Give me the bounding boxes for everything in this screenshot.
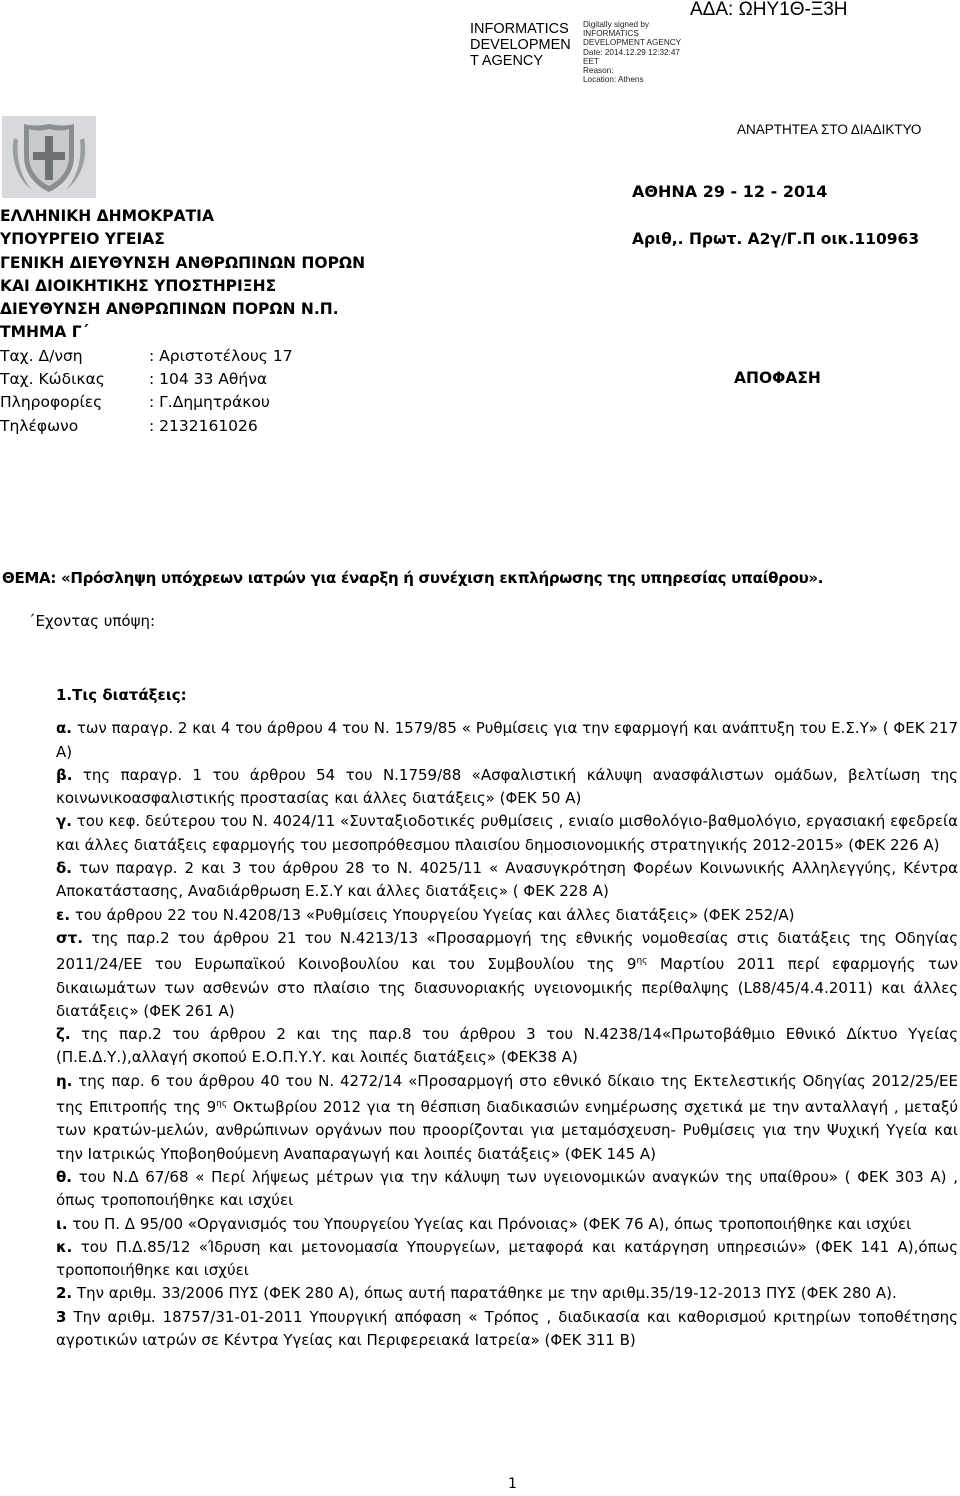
org-line: ΥΠΟΥΡΓΕΙΟ ΥΓΕΙΑΣ (0, 230, 165, 249)
provision-item: ι. του Π. Δ 95/00 «Οργανισμός του Υπουργείου Υγείας και Πρόνοιας» (ΦΕΚ 76 Α), όπως τροποποιήθηκε και ισχύει (56, 1214, 912, 1233)
section-2: 2. Την αριθμ. 33/2006 ΠΥΣ (ΦΕΚ 280 Α), όπως αυτή παρατάθηκε με την αριθμ.35/19-12-2013 ΠΥΣ (ΦΕΚ 280 Α). (56, 1284, 897, 1303)
provision-item: δ. των παραγρ. 2 και 3 του άρθρου 28 το Ν. 4025/11 « Ανασυγκρότηση Φορέων Κοινωνικής Αλληλεγγύης, Κέντρα Αποκατάστασης, Αναδιάρθρωση Ε.Σ.Υ και άλλες διατάξεις» ( ΦΕΚ 228 Α) (56, 859, 958, 901)
provision-item: α. των παραγρ. 2 και 4 του άρθρου 4 του Ν. 1579/85 « Ρυθμίσεις για την εφαρμογή και ανάπτυξη του Ε.Σ.Υ» ( ΦΕΚ 217 Α) (56, 719, 958, 761)
org-line: ΕΛΛΗΝΙΚΗ ΔΗΜΟΚΡΑΤΙΑ (0, 207, 214, 225)
protocol-number: Αριθ,. Πρωτ. Α2γ/Γ.Π οικ.110963 (632, 230, 920, 248)
section-3: 3 Την αριθμ. 18757/31-01-2011 Υπουργική απόφαση « Τρόπος , διαδικασία και καθορισμού κριτηρίων τοποθέτησης αγροτικών ιατρών σε Κέντρα Υγείας και Περιφερειακά Ιατρεία» (ΦΕΚ 311 Β) (56, 1307, 958, 1350)
signature-details: Digitally signed by INFORMATICS DEVELOPMENT AGENCY Date: 2014.12.29 12:32:47 EET Reason: Location: Athens (583, 20, 682, 85)
having-considered: ΄Εχοντας υπόψη: (28, 612, 156, 630)
provision-item: ζ. της παρ.2 του άρθρου 2 και της παρ.8 του άρθρου 3 του Ν.4238/14«Πρωτοβάθμιο Εθνικό Δίκτυο Υγείας (Π.Ε.Δ.Υ.),αλλαγή σκοπού Ε.Ο.Π.Υ.Υ. και λοιπές διατάξεις» (ΦΕΚ38 Α) (56, 1025, 958, 1067)
provisions-list (56, 717, 958, 1282)
provision-item: η. της παρ. 6 του άρθρου 40 του Ν. 4272/14 «Προσαρμογή στο εθνικό δίκαιο της Εκτελεστικής Οδηγίας 2012/25/ΕΕ της Επιτροπής της $9^{\eta\varsigma}$ Οκτωβρίου 2012 για τη θέσπιση διαδικασιών ενημέρωσης σχετικά με την ανταλλαγή , μεταξύ των κρατών-μελών, ανθρώπινων οργάνων που προορίζονται για μεταμόσχευση- Ρυθμίσεις για την Ψυχική Υγεία και την Ιατρικώς Υποβοηθούμενη Αναπαραγωγή και λοιπές διατάξεις» (ΦΕΚ 145 Α) (56, 1071, 958, 1163)
provision-item: θ. του Ν.Δ 67/68 « Περί λήψεως μέτρων για την κάλυψη των υγειονομικών αναγκών της υπαίθρου» ( ΦΕΚ 303 Α) , όπως τροποποιήθηκε και ισχύει (56, 1167, 958, 1210)
org-line: ΚΑΙ ΔΙΟΙΚΗΤΙΚΗΣ ΥΠΟΣΤΗΡΙΞΗΣ (0, 276, 277, 295)
provision-item: γ. του κεφ. δεύτερου του Ν. 4024/11 «Συνταξιοδοτικές ρυθμίσεις , ενιαίο μισθολόγιο-βαθμολόγιο, εργασιακή εφεδρεία και άλλες διατάξεις εφαρμογής του μεσοπρόθεσμου πλαισίου δημοσιονομικής στρατηγικής 2012-2015» (ΦΕΚ 226 Α) (56, 812, 958, 854)
org-line: ΤΜΗΜΑ Γ΄ (0, 323, 89, 342)
subject-line: ΘΕΜΑ: «Πρόσληψη υπόχρεων ιατρών για έναρξη ή συνέχιση εκπλήρωσης της υπηρεσίας υπαίθρου». (2, 569, 824, 587)
contact-row: Πληροφορίες : Γ.Δημητράκου (0, 393, 270, 412)
page-number: 1 (508, 1476, 517, 1492)
document-title: ΑΠΟΦΑΣΗ (734, 369, 821, 387)
contact-row: Ταχ. Κώδικας : 104 33 Αθήνα (0, 370, 268, 389)
contact-row: Ταχ. Δ/νση : Αριστοτέλους 17 (0, 346, 293, 365)
provision-item: ε. του άρθρου 22 του Ν.4208/13 «Ρυθμίσεις Υπουργείου Υγείας και άλλες διατάξεις» (ΦΕΚ 252/Α) (56, 905, 795, 924)
provision-item: κ. του Π.Δ.85/12 «Ίδρυση και μετονομασία Υπουργείων, μεταφορά και κατάργηση υπηρεσιών» (ΦΕΚ 141 Α),όπως τροποποιήθηκε και ισχύει (56, 1237, 958, 1280)
section-1-heading: 1.Τις διατάξεις: (56, 686, 187, 704)
org-line: ΔΙΕΥΘΥΝΣΗ ΑΝΘΡΩΠΙΝΩΝ ΠΟΡΩΝ Ν.Π. (0, 300, 339, 319)
provision-item: β. της παραγρ. 1 του άρθρου 54 του Ν.1759/88 «Ασφαλιστική κάλυψη ανασφάλιστων ομάδων, βελτίωση της κοινωνικοασφαλιστικής προστασίας και άλλες διατάξεις» (ΦΕΚ 50 Α) (56, 765, 958, 808)
org-line: ΓΕΝΙΚΗ ΔΙΕΥΘΥΝΣΗ ΑΝΘΡΩΠΙΝΩΝ ΠΟΡΩΝ (0, 253, 366, 272)
posted-online-note: ΑΝΑΡΤΗΤΕΑ ΣΤΟ ΔΙΑΔΙΚΤΥΟ (737, 122, 922, 137)
document-date: ΑΘΗΝΑ 29 - 12 - 2014 (632, 182, 828, 201)
provision-item: στ. της παρ.2 του άρθρου 21 του Ν.4213/13 «Προσαρμογή της εθνικής νομοθεσίας στις διατάξεις της Οδηγίας 2011/24/ΕΕ του Ευρωπαϊκού Κοινοβουλίου και του Συμβουλίου της $9^{\eta\varsigma}$ Μαρτίου 2011 περί εφαρμογής των δικαιωμάτων των ασθενών στο πλαίσιο της διασυνοριακής υγειονομικής περίθαλψης (L88/45/4.4.2011) και άλλες διατάξεις» (ΦΕΚ 261 Α) (56, 928, 959, 1020)
contact-row: Τηλέφωνο : 2132161026 (0, 416, 258, 435)
signature-name: INFORMATICS DEVELOPMEN T AGENCY (470, 21, 571, 69)
ada-code: ΑΔΑ: ΩΗΥ1Θ-Ξ3Η (690, 0, 848, 20)
ministry-header (0, 205, 500, 438)
greek-emblem-icon (2, 116, 96, 198)
document-body (56, 684, 958, 1352)
